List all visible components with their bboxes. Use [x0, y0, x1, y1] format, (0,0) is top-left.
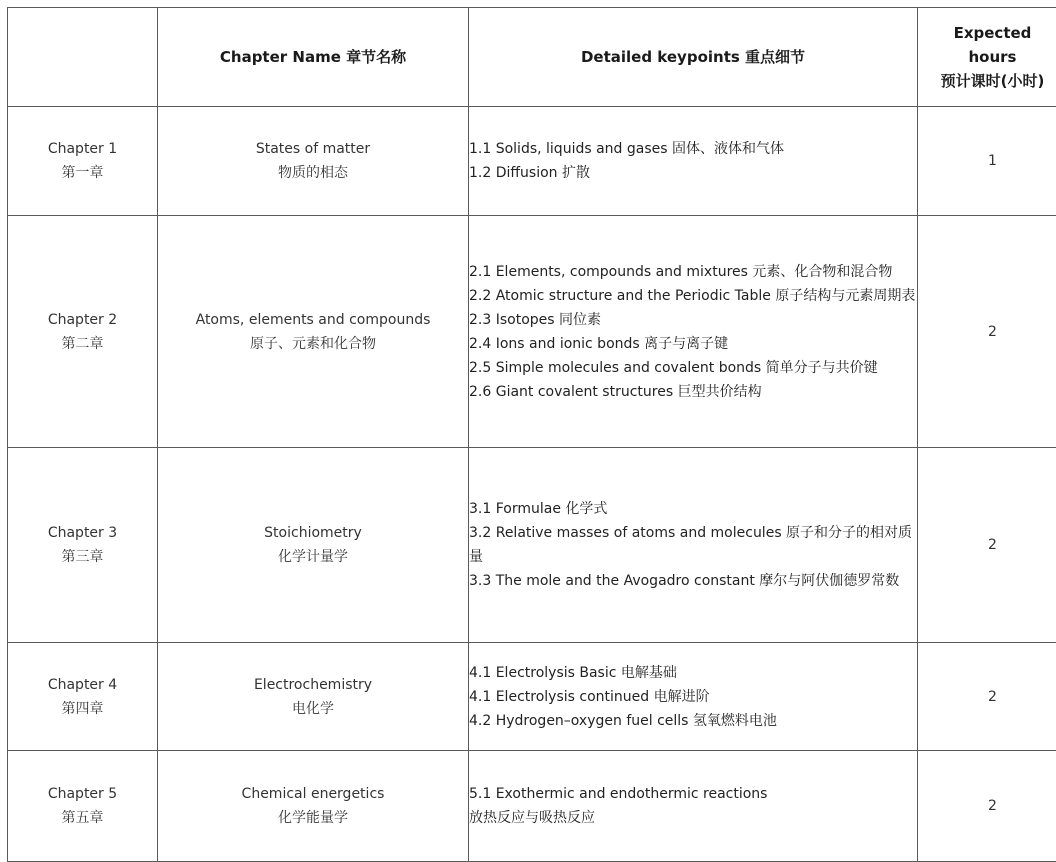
chapter-number-zh: 第二章 — [8, 332, 157, 356]
keypoint-item: 1.2 Diffusion 扩散 — [469, 161, 917, 185]
keypoint-item: 3.3 The mole and the Avogadro constant 摩尔与阿伏伽德罗常数 — [469, 569, 917, 593]
expected-hours-value: 2 — [918, 448, 1056, 643]
chapter-number-en: Chapter 5 — [8, 782, 157, 806]
table-row — [8, 448, 1056, 643]
table-row — [8, 751, 1056, 862]
header-blank-cell — [8, 8, 158, 107]
chapter-name-zh: 物质的相态 — [158, 161, 468, 185]
chapter-cell — [8, 448, 158, 643]
keypoints-cell — [469, 448, 918, 643]
expected-hours-value: 2 — [918, 643, 1056, 751]
keypoint-item: 3.2 Relative masses of atoms and molecules 原子和分子的相对质量 — [469, 521, 917, 569]
keypoint-item: 放热反应与吸热反应 — [469, 806, 917, 830]
chapter-number-en: Chapter 3 — [8, 521, 157, 545]
chapter-cell — [8, 643, 158, 751]
chapter-name-en: Stoichiometry — [158, 521, 468, 545]
header-hours-line1: Expected — [918, 21, 1056, 45]
expected-hours-value: 2 — [918, 751, 1056, 862]
chapter-number-zh: 第四章 — [8, 697, 157, 721]
keypoints-cell — [469, 751, 918, 862]
chapter-cell — [8, 216, 158, 448]
keypoint-item: 4.1 Electrolysis Basic 电解基础 — [469, 661, 917, 685]
chapter-name-cell — [158, 448, 469, 643]
chapter-name-en: Chemical energetics — [158, 782, 468, 806]
header-keypoints: Detailed keypoints 重点细节 — [469, 8, 918, 107]
keypoint-item: 2.5 Simple molecules and covalent bonds 简单分子与共价键 — [469, 356, 917, 380]
header-row — [8, 8, 1056, 107]
keypoint-item: 3.1 Formulae 化学式 — [469, 497, 917, 521]
chapter-name-en: States of matter — [158, 137, 468, 161]
chapter-name-cell — [158, 216, 469, 448]
chapter-name-zh: 化学能量学 — [158, 806, 468, 830]
chapter-number-zh: 第三章 — [8, 545, 157, 569]
keypoint-item: 2.6 Giant covalent structures 巨型共价结构 — [469, 380, 917, 404]
chapter-name-cell — [158, 643, 469, 751]
header-chapter-name: Chapter Name 章节名称 — [158, 8, 469, 107]
keypoint-item: 2.2 Atomic structure and the Periodic Table 原子结构与元素周期表 — [469, 284, 917, 308]
chapter-number-en: Chapter 2 — [8, 308, 157, 332]
syllabus-table — [7, 7, 1056, 862]
keypoint-item: 5.1 Exothermic and endothermic reactions — [469, 782, 917, 806]
chapter-name-zh: 化学计量学 — [158, 545, 468, 569]
chapter-name-cell — [158, 751, 469, 862]
chapter-number-en: Chapter 4 — [8, 673, 157, 697]
chapter-name-en: Electrochemistry — [158, 673, 468, 697]
chapter-name-zh: 电化学 — [158, 697, 468, 721]
chapter-number-en: Chapter 1 — [8, 137, 157, 161]
keypoint-item: 4.1 Electrolysis continued 电解进阶 — [469, 685, 917, 709]
table-row — [8, 216, 1056, 448]
chapter-name-zh: 原子、元素和化合物 — [158, 332, 468, 356]
chapter-name-en: Atoms, elements and compounds — [158, 308, 468, 332]
keypoint-item: 2.1 Elements, compounds and mixtures 元素、化合物和混合物 — [469, 260, 917, 284]
table-row — [8, 107, 1056, 216]
keypoints-cell — [469, 216, 918, 448]
chapter-cell — [8, 751, 158, 862]
keypoint-item: 4.2 Hydrogen–oxygen fuel cells 氢氧燃料电池 — [469, 709, 917, 733]
chapter-number-zh: 第一章 — [8, 161, 157, 185]
table-row — [8, 643, 1056, 751]
header-hours-line3: 预计课时(小时) — [918, 69, 1056, 93]
header-hours-line2: hours — [918, 45, 1056, 69]
keypoint-item: 1.1 Solids, liquids and gases 固体、液体和气体 — [469, 137, 917, 161]
chapter-cell — [8, 107, 158, 216]
chapter-number-zh: 第五章 — [8, 806, 157, 830]
keypoints-cell — [469, 643, 918, 751]
expected-hours-value: 1 — [918, 107, 1056, 216]
header-expected-hours — [918, 8, 1056, 107]
keypoint-item: 2.3 Isotopes 同位素 — [469, 308, 917, 332]
keypoints-cell — [469, 107, 918, 216]
expected-hours-value: 2 — [918, 216, 1056, 448]
keypoint-item: 2.4 Ions and ionic bonds 离子与离子键 — [469, 332, 917, 356]
chapter-name-cell — [158, 107, 469, 216]
